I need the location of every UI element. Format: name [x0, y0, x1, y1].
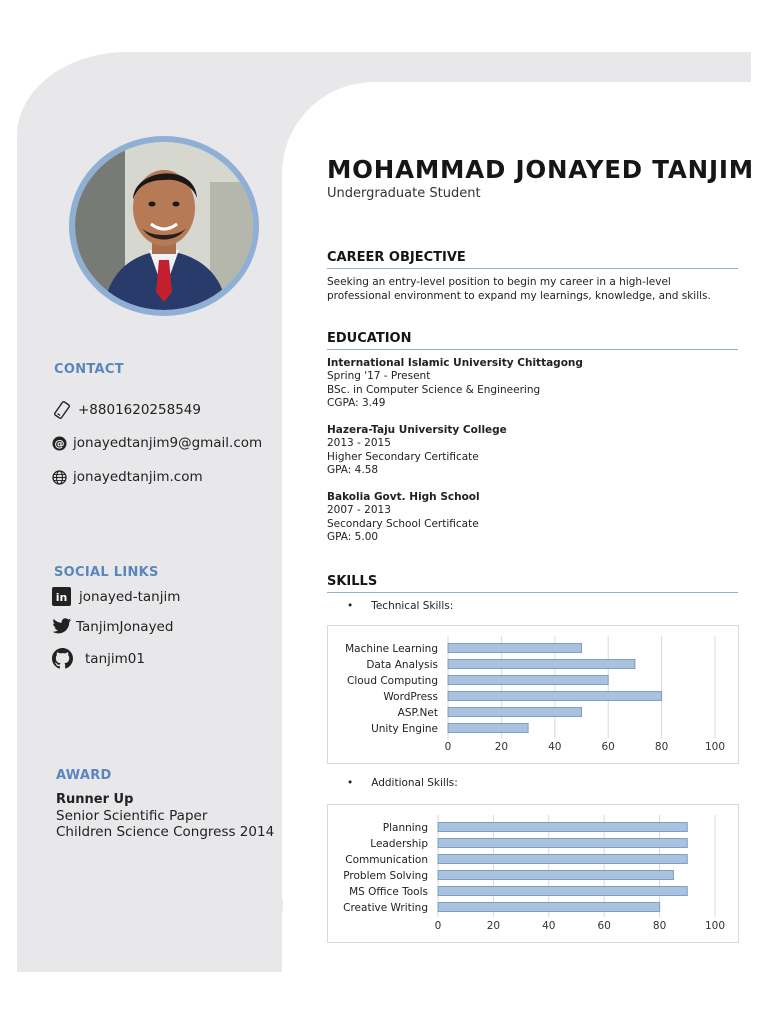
- award-heading: AWARD: [56, 768, 112, 783]
- twitter-bird-icon: [52, 618, 72, 635]
- skills-heading: SKILLS: [327, 574, 738, 593]
- x-tick-label: 80: [652, 920, 667, 932]
- additional-skills-text: Additional Skills:: [371, 777, 458, 789]
- category-label: MS Office Tools: [349, 886, 428, 898]
- x-tick-label: 40: [548, 741, 562, 753]
- degree-name: Higher Secondary Certificate: [327, 450, 479, 463]
- skill-bar: [438, 823, 687, 832]
- contact-website[interactable]: [52, 469, 203, 485]
- twitter-handle: TanjimJonayed: [76, 618, 174, 635]
- linkedin-handle: jonayed-tanjim: [79, 588, 181, 605]
- skill-bar: [438, 839, 687, 848]
- career-objective-line-2: professional environment to expand my learnings, knowledge, and skills.: [327, 289, 711, 302]
- grade: CGPA: 3.49: [327, 397, 386, 410]
- social-github[interactable]: [52, 648, 145, 669]
- skill-bar: [438, 855, 687, 864]
- category-label: ASP.Net: [397, 707, 438, 719]
- technical-skills-chart: [327, 625, 739, 764]
- skill-bar: [448, 660, 635, 669]
- study-period: 2013 - 2015: [327, 437, 391, 450]
- skill-bar: [438, 887, 687, 896]
- additional-skills-chart: [327, 804, 739, 943]
- email-address: jonayedtanjim9@gmail.com: [73, 435, 263, 451]
- category-label: Data Analysis: [366, 659, 438, 671]
- career-objective-text: [327, 276, 711, 303]
- career-objective-line-1: Seeking an entry-level position to begin my career in a high-level: [327, 276, 671, 288]
- study-period: 2007 - 2013: [327, 504, 391, 517]
- school-name: International Islamic University Chittagong: [327, 357, 583, 369]
- skill-bar: [448, 724, 528, 733]
- category-label: Unity Engine: [371, 723, 438, 735]
- technical-skills-label: [347, 600, 453, 612]
- study-period: Spring '17 - Present: [327, 370, 431, 383]
- portrait-illustration: [75, 142, 253, 310]
- svg-text:@: @: [54, 438, 65, 450]
- education-entry: [327, 357, 583, 411]
- category-label: Communication: [345, 854, 428, 866]
- x-tick-label: 100: [704, 741, 726, 753]
- career-objective-heading: CAREER OBJECTIVE: [327, 250, 738, 269]
- contact-heading: CONTACT: [54, 362, 124, 377]
- award-title: Runner Up: [56, 792, 134, 807]
- category-label: WordPress: [383, 691, 438, 703]
- grade: GPA: 5.00: [327, 531, 379, 544]
- x-tick-label: 100: [704, 920, 726, 932]
- skill-bar: [448, 676, 608, 685]
- social-linkedin[interactable]: [52, 587, 180, 606]
- technical-skills-bar-chart: [328, 626, 738, 763]
- skill-bar: [448, 644, 582, 653]
- x-tick-label: 60: [597, 920, 611, 932]
- degree-name: BSc. in Computer Science & Engineering: [327, 383, 541, 396]
- additional-skills-bar-chart: [328, 805, 738, 942]
- school-name: Hazera-Taju University College: [327, 424, 507, 436]
- x-tick-label: 20: [494, 741, 509, 753]
- category-label: Cloud Computing: [347, 675, 438, 687]
- degree-name: Secondary School Certificate: [327, 517, 479, 530]
- additional-skills-label: [347, 777, 458, 789]
- education-entry: [327, 491, 480, 545]
- x-tick-label: 0: [434, 920, 442, 932]
- category-label: Creative Writing: [343, 902, 428, 914]
- grade: GPA: 4.58: [327, 464, 379, 477]
- category-label: Planning: [382, 822, 428, 834]
- award-description-line-2: Children Science Congress 2014: [56, 824, 275, 840]
- page-bottom-margin: [0, 972, 768, 1024]
- x-tick-label: 20: [486, 920, 501, 932]
- sidebar-bottom-curve: [17, 900, 283, 972]
- x-tick-label: 80: [654, 741, 669, 753]
- github-handle: tanjim01: [85, 650, 145, 667]
- email-at-icon: [52, 436, 67, 451]
- technical-skills-text: Technical Skills:: [371, 600, 454, 612]
- category-label: Problem Solving: [343, 870, 428, 882]
- bullet: •: [347, 777, 354, 789]
- school-name: Bakolia Govt. High School: [327, 491, 480, 503]
- education-heading: EDUCATION: [327, 331, 738, 350]
- x-tick-label: 40: [542, 920, 556, 932]
- category-label: Leadership: [370, 838, 428, 850]
- education-entry: [327, 424, 507, 478]
- github-icon: [52, 648, 73, 669]
- social-twitter[interactable]: [52, 618, 173, 635]
- bullet: •: [347, 600, 354, 612]
- candidate-name: MOHAMMAD JONAYED TANJIM: [327, 155, 754, 184]
- contact-phone[interactable]: [52, 401, 201, 419]
- svg-text:in: in: [55, 591, 68, 604]
- phone-number: +8801620258549: [78, 402, 201, 418]
- phone-icon: [52, 401, 72, 419]
- skill-bar: [438, 871, 673, 880]
- contact-email[interactable]: [52, 435, 262, 451]
- linkedin-icon: [52, 587, 71, 606]
- x-tick-label: 0: [444, 741, 452, 753]
- portrait-image: [75, 142, 253, 310]
- skill-bar: [448, 692, 662, 701]
- website-link: jonayedtanjim.com: [73, 469, 203, 485]
- candidate-title: Undergraduate Student: [327, 186, 481, 201]
- social-links-heading: SOCIAL LINKS: [54, 565, 159, 580]
- globe-icon: [52, 470, 67, 485]
- x-tick-label: 60: [601, 741, 615, 753]
- skill-bar: [438, 903, 660, 912]
- profile-photo: [69, 136, 259, 316]
- skill-bar: [448, 708, 582, 717]
- category-label: Machine Learning: [345, 643, 438, 655]
- award-description-line-1: Senior Scientific Paper: [56, 808, 208, 824]
